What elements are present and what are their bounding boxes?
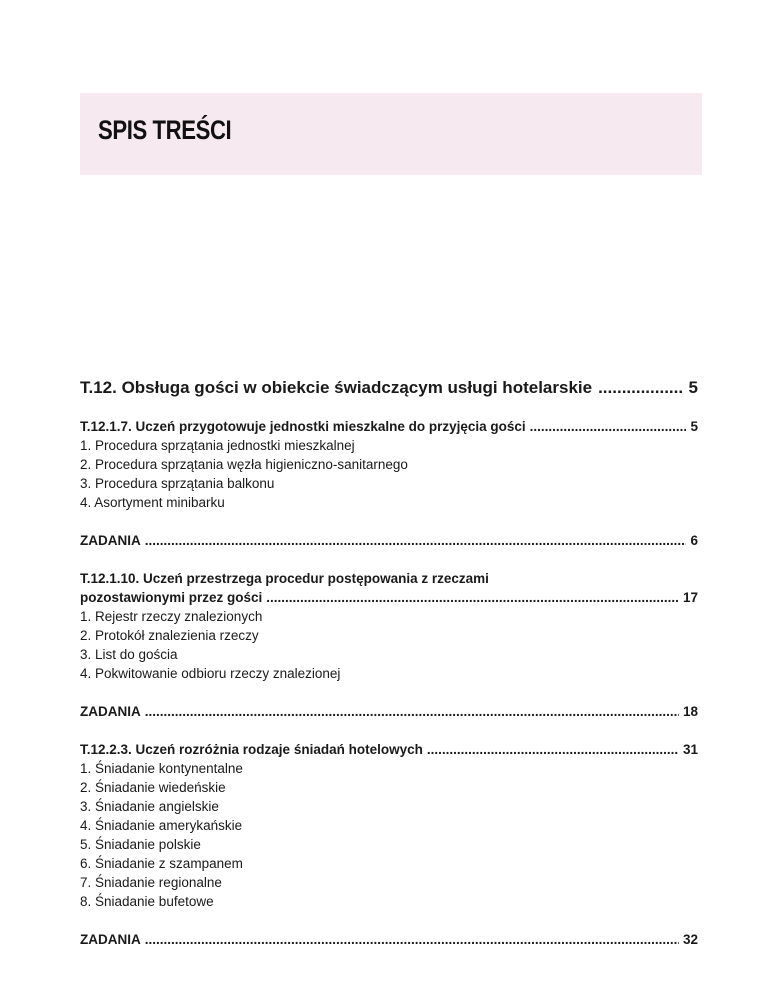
toc-entry-page: 6 [690,533,698,548]
leader-dots [145,702,679,721]
toc-entry [80,588,698,607]
list-item: 2. Protokół znalezienia rzeczy [80,628,259,643]
list-item: 1. Rejestr rzeczy znalezionych [80,609,263,624]
main-heading [80,378,698,398]
toc-entry-title: ZADANIA [80,704,141,719]
leader-dots [145,930,679,949]
list-item: 1. Procedura sprzątania jednostki mieszkalnej [80,438,355,453]
list-item: 8. Śniadanie bufetowe [80,894,214,909]
leader-dots [266,588,679,607]
toc-entry-page: 5 [690,419,698,434]
toc-entry-page: 18 [682,704,698,719]
toc-entry-title-cont: pozostawionymi przez gości [80,590,263,605]
toc-entry [80,740,698,759]
main-heading-title: T.12. Obsługa gości w obiekcie świadczącym usługi hotelarskie [80,378,593,397]
list-item: 1. Śniadanie kontynentalne [80,761,243,776]
toc-entry-title: T.12.1.10. Uczeń przestrzega procedur postępowania z rzeczami [80,571,489,586]
toc-entry-page: 17 [682,590,698,605]
toc-entry [80,930,698,949]
list-item: 7. Śniadanie regionalne [80,875,222,890]
toc-entry [80,702,698,721]
list-item: 5. Śniadanie polskie [80,837,201,852]
list-item: 4. Asortyment minibarku [80,495,225,510]
toc-entry-title: T.12.2.3. Uczeń rozróżnia rodzaje śniadań hotelowych [80,742,423,757]
toc-entry-title: ZADANIA [80,533,141,548]
main-heading-page: 5 [688,378,698,397]
leader-dots [145,531,687,550]
list-item: 2. Śniadanie wiedeńskie [80,780,226,795]
list-item: 4. Śniadanie amerykańskie [80,818,243,833]
toc-entry-page: 31 [682,742,698,757]
list-item: 3. Śniadanie angielskie [80,799,219,814]
table-of-contents [80,417,698,949]
toc-entry-title: T.12.1.7. Uczeń przygotowuje jednostki mieszkalne do przyjęcia gości [80,419,526,434]
list-item: 4. Pokwitowanie odbioru rzeczy znalezionej [80,666,341,681]
page-title: SPIS TREŚCI [98,115,232,145]
toc-entry [80,531,698,550]
list-item: 2. Procedura sprzątania węzła higieniczno-sanitarnego [80,457,408,472]
list-item: 3. Procedura sprzątania balkonu [80,476,275,491]
toc-entry-page: 32 [682,932,698,947]
leader-dots [427,740,679,759]
toc-entry-title: ZADANIA [80,932,141,947]
leader-dots [598,378,683,398]
list-item: 3. List do gościa [80,647,178,662]
leader-dots [530,417,687,436]
toc-entry [80,417,698,436]
list-item: 6. Śniadanie z szampanem [80,856,243,871]
